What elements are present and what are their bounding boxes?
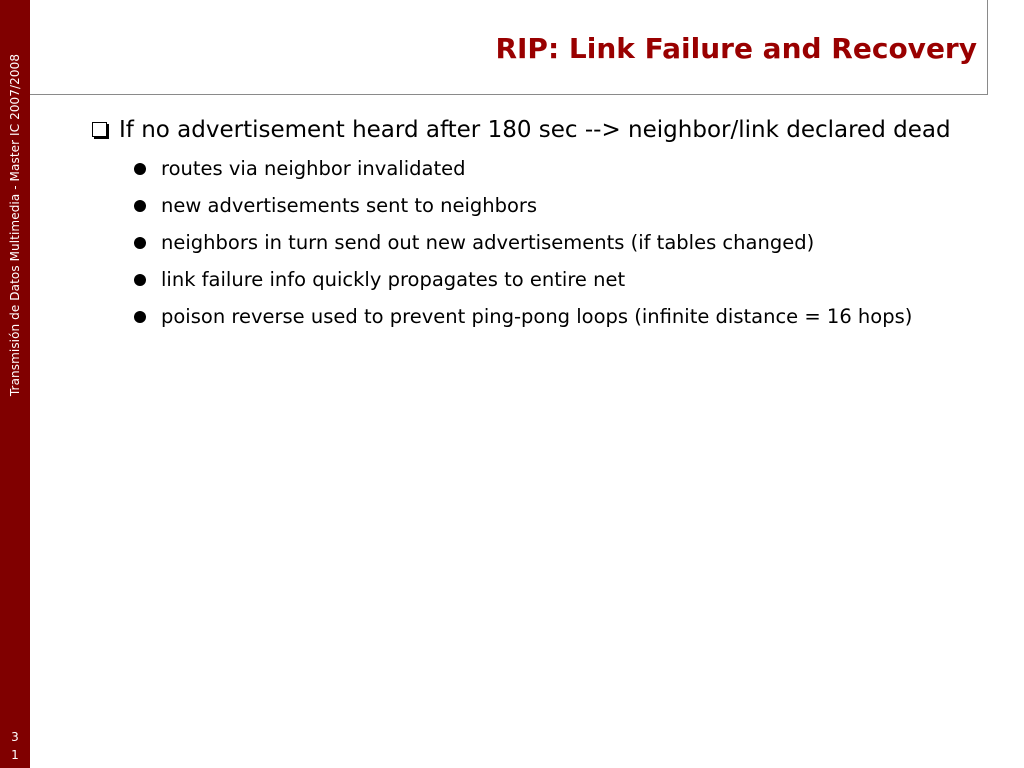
round-bullet-icon <box>134 274 146 286</box>
sub-bullet-text: new advertisements sent to neighbors <box>161 194 538 217</box>
slide-title: RIP: Link Failure and Recovery <box>495 32 977 65</box>
slide-content <box>92 113 972 340</box>
sub-bullet <box>134 303 972 330</box>
sidebar <box>0 0 30 768</box>
round-bullet-icon <box>134 163 146 175</box>
checkbox-bullet-icon <box>92 122 107 137</box>
sub-bullet-text: neighbors in turn send out new advertisements (if tables changed) <box>161 231 815 254</box>
title-frame <box>30 0 988 95</box>
sub-bullet-list <box>92 155 972 330</box>
round-bullet-icon <box>134 237 146 249</box>
round-bullet-icon <box>134 200 146 212</box>
bullet-level1 <box>92 113 972 147</box>
sub-bullet <box>134 229 972 256</box>
bullet-level1-text: If no advertisement heard after 180 sec --> neighbor/link declared dead <box>119 117 951 143</box>
sub-bullet <box>134 266 972 293</box>
sub-bullet <box>134 192 972 219</box>
sub-bullet-text: link failure info quickly propagates to entire net <box>161 268 626 291</box>
sub-bullet-text: routes via neighbor invalidated <box>161 157 466 180</box>
sidebar-caption: Transmisión de Datos Multimedia - Master IC 2007/2008 <box>8 53 22 397</box>
sub-bullet-text: poison reverse used to prevent ping-pong loops (infinite distance = 16 hops) <box>161 305 913 328</box>
sub-bullet <box>134 155 972 182</box>
round-bullet-icon <box>134 311 146 323</box>
slide-number: 31 <box>11 730 19 762</box>
